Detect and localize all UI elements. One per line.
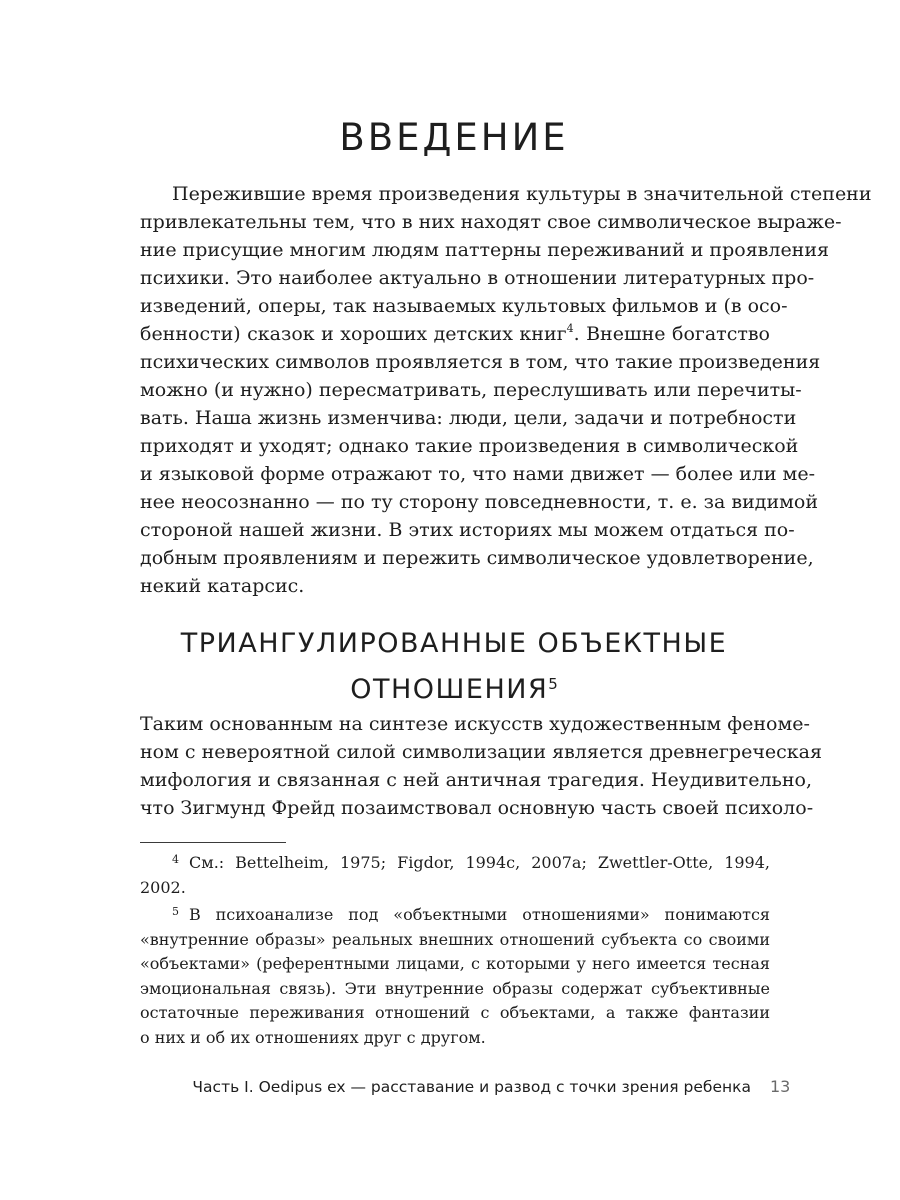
- section-heading-line2: ОТНОШЕНИЯ: [350, 674, 549, 705]
- chapter-heading: ВВЕДЕНИЕ: [339, 116, 569, 159]
- paragraph-line: добным проявлениям и пережить символическое удовлетворение,: [140, 547, 814, 569]
- page-number: 13: [770, 1077, 791, 1096]
- footnotes: [140, 848, 770, 1050]
- paragraph-line: нее неосознанно — по ту сторону повседневности, т. е. за видимой: [140, 491, 818, 513]
- paragraph-line: вать. Наша жизнь изменчива: люди, цели, задачи и потребности: [140, 407, 797, 429]
- footnote-text: См.: Bettelheim, 1975; Figdor, 1994c, 2007a; Zwettler-Otte, 1994,: [189, 853, 770, 872]
- footnote-line: 2002.: [140, 877, 186, 897]
- paragraph-line: ном с невероятной силой символизации является древнегреческая: [140, 741, 822, 763]
- footnote-divider: [140, 842, 286, 843]
- footnote-number: 5: [172, 905, 179, 918]
- running-footer: Часть I. Oedipus ex — расставание и развод с точки зрения ребенка: [192, 1078, 751, 1096]
- paragraph-line: что Зигмунд Фрейд позаимствовал основную часть своей психоло-: [140, 797, 814, 819]
- footnote-line: эмоциональная связь). Эти внутренние образы содержат субъективные: [140, 978, 770, 998]
- paragraph-line-text: бенности) сказок и хороших детских книг: [140, 323, 567, 345]
- paragraph-line: психических символов проявляется в том, что такие произведения: [140, 351, 821, 373]
- footnote-text: В психоанализе под «объектными отношениями» понимаются: [189, 905, 770, 924]
- paragraph-line: некий катарсис.: [140, 575, 305, 597]
- paragraph-line: приходят и уходят; однако такие произведения в символической: [140, 435, 799, 457]
- paragraph-line: мифология и связанная с ней античная трагедия. Неудивительно,: [140, 769, 812, 791]
- footnote-line: о них и об их отношениях друг с другом.: [140, 1027, 486, 1047]
- section-heading: [140, 624, 768, 710]
- paragraph-line: можно (и нужно) пересматривать, переслушивать или перечиты-: [140, 379, 802, 401]
- intro-paragraph: [140, 180, 872, 600]
- paragraph-line: привлекательны тем, что в них находят свое символическое выраже-: [140, 211, 842, 233]
- paragraph-line-with-ref: [140, 320, 770, 348]
- footnote-line: «внутренние образы» реальных внешних отношений субъекта со своими: [140, 929, 770, 949]
- paragraph-line-tail: . Внешне богатство: [573, 323, 770, 345]
- footnote-line: остаточные переживания отношений с объектами, а также фантазии: [140, 1003, 770, 1022]
- footnote-line: [140, 900, 770, 928]
- footnote-line: «объектами» (референтными лицами, с которыми у него имеется тесная: [140, 954, 770, 973]
- paragraph-line: психики. Это наиболее актуально в отношении литературных про-: [140, 267, 815, 289]
- paragraph-line: стороной нашей жизни. В этих историях мы можем отдаться по-: [140, 519, 795, 541]
- footnote-number: 4: [172, 853, 179, 866]
- footnote-4: [140, 848, 770, 900]
- footnote-5: [140, 900, 770, 1050]
- paragraph-line: и языковой форме отражают то, что нами движет — более или ме-: [140, 463, 815, 485]
- footnote-line: [140, 848, 770, 876]
- paragraph-line: Таким основанным на синтезе искусств художественным феноме-: [140, 713, 810, 735]
- footnote-reference: 4: [566, 322, 574, 335]
- footnote-reference: 5: [548, 675, 558, 693]
- paragraph-line: изведений, оперы, так называемых культовых фильмов и (в осо-: [140, 295, 788, 317]
- paragraph-line: Пережившие время произведения культуры в значительной степени: [172, 183, 872, 205]
- paragraph-line: ние присущие многим людям паттерны переживаний и проявления: [140, 239, 830, 261]
- section-heading-line1: ТРИАНГУЛИРОВАННЫЕ ОБЪЕКТНЫЕ: [180, 628, 728, 659]
- section-paragraph: [140, 710, 822, 822]
